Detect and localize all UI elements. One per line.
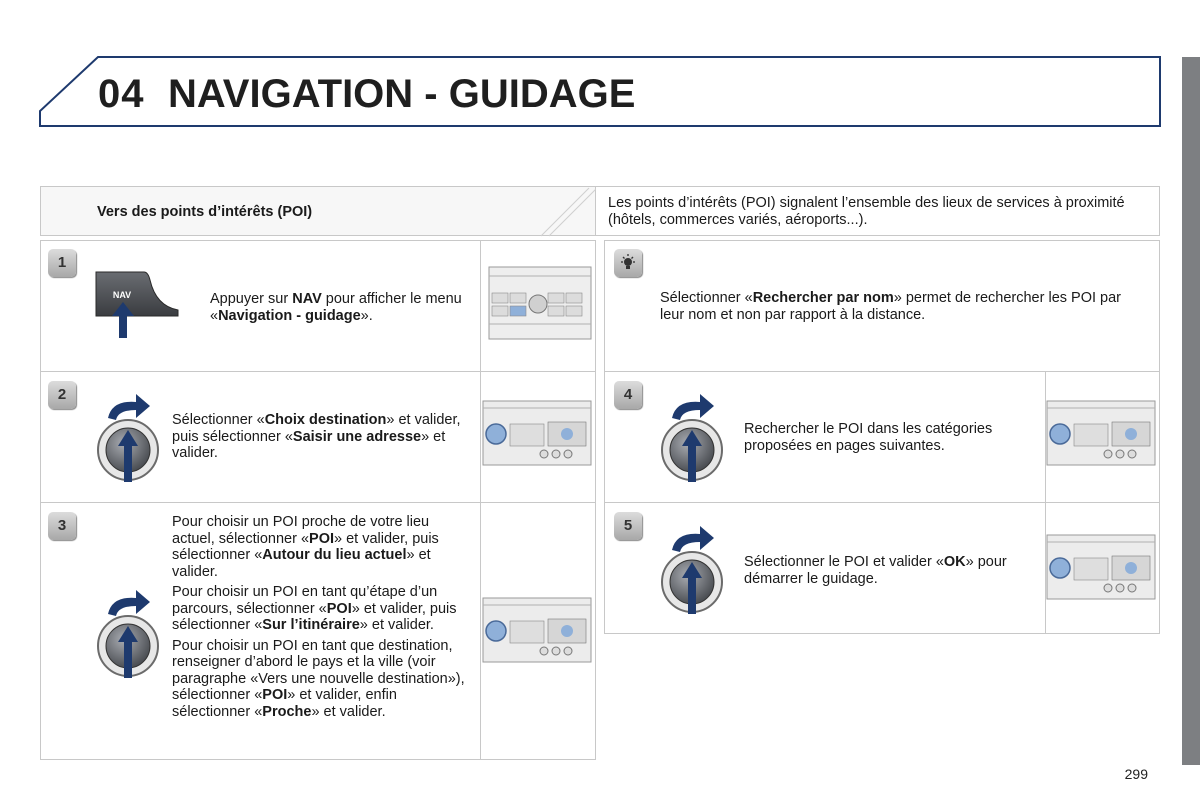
control-panel-thumbnail <box>482 597 592 663</box>
radio-panel-thumbnail <box>488 266 592 340</box>
step-5-text: Sélectionner le POI et valider «OK» pour démarrer le guidage. <box>744 554 1007 587</box>
intro-heading: Vers des points d’intérêts (POI) <box>97 204 313 220</box>
step-2-thumb-divider <box>480 372 481 502</box>
page-number: 299 <box>1124 766 1148 782</box>
control-panel-thumbnail <box>482 400 592 466</box>
step-1-badge: 1 <box>48 249 76 277</box>
nav-key-icon <box>92 270 182 340</box>
rotary-knob-icon <box>660 388 726 484</box>
step-2-text: Sélectionner «Choix destination» et valider, puis sélectionner «Saisir une adresse» et valider. <box>172 412 461 461</box>
step-3-thumb-divider <box>480 503 481 759</box>
control-panel-thumbnail <box>1046 400 1156 466</box>
chapter-number: 04 <box>98 72 145 116</box>
step-5-badge: 5 <box>614 512 642 540</box>
chapter-tab-bar <box>1182 57 1200 765</box>
step-3-badge: 3 <box>48 512 76 540</box>
step-2-badge: 2 <box>48 381 76 409</box>
step-3-text <box>172 514 472 720</box>
lightbulb-icon <box>614 249 642 277</box>
rotary-knob-icon <box>660 520 726 616</box>
nav-key-label: NAV <box>112 290 132 300</box>
chapter-title: NAVIGATION - GUIDAGE <box>168 72 636 116</box>
intro-description: Les points d’intérêts (POI) signalent l’ensemble des lieux de services à proximité (hôtels, commerces variés, aéroports...). <box>608 195 1125 228</box>
step-4-badge: 4 <box>614 381 642 409</box>
rotary-knob-icon <box>96 388 162 484</box>
control-panel-thumbnail <box>1046 534 1156 600</box>
diagonal-decoration <box>531 187 597 237</box>
step-4-text: Rechercher le POI dans les catégories proposées en pages suivantes. <box>744 421 993 454</box>
tip-text: Sélectionner «Rechercher par nom» permet de rechercher les POI par leur nom et non par rapport à la distance. <box>660 290 1122 323</box>
step-3-paragraph-2: Pour choisir un POI en tant qu’étape d’un parcours, sélectionner «POI» et valider, puis sélectionner «Sur l’itinéraire» et valider. <box>172 584 457 633</box>
step-3-paragraph-3: Pour choisir un POI en tant que destination, renseigner d’abord le pays et la ville (voir paragraphe «Vers une nouvelle destination»), sélectionner «POI» et valider, enfin sélectionner «Proche» et valider. <box>172 637 465 720</box>
step-1-text: Appuyer sur NAV pour afficher le menu «Navigation - guidage». <box>210 291 462 324</box>
step-3-paragraph-1: Pour choisir un POI proche de votre lieu actuel, sélectionner «POI» et valider, puis sélectionner «Autour du lieu actuel» et valider. <box>172 514 439 580</box>
step-1-thumb-divider <box>480 241 481 371</box>
rotary-knob-icon <box>96 584 162 680</box>
